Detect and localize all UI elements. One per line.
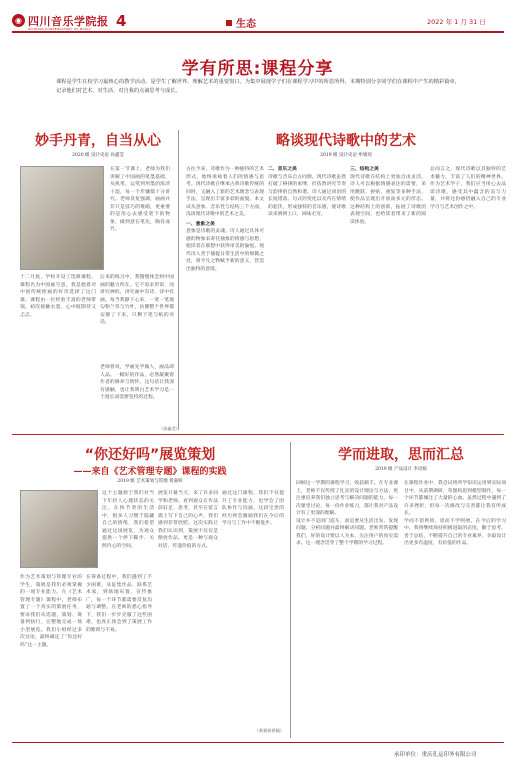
article2-s3-text: 现代诗歌在结构上更加自由灵活，诗人可以根据情感表达的需要，采用跳跃、拼贴、重复等多种手法，使作品呈现出开放而多元的形态。这种结构上的创新，拓展了诗歌的表现空间，也给读者带来了新的阅读体验。 bbox=[350, 174, 426, 225]
article3-p1a: 这个主题源于我们对当下年轻人心理状态的关注。在快节奏的生活中，很多人习惯于隐藏自己的情绪，我们希望通过这场展览，为观众提供一个停下脚步、关照内心的空间。 bbox=[102, 491, 154, 549]
article4-title: 学而进取，思而汇总 bbox=[338, 447, 464, 463]
article2-s2-text: 诗歌与音乐自古同源。现代诗歌虽然打破了格律的束缚，但依然讲究节奏与韵律的自然和谐。诗人通过词语的长短错落、句式的变化以及内在情绪的起伏，形成独特的音乐感，使诗歌读来朗朗上口，回味无穷。 bbox=[268, 174, 346, 217]
article4-col2 bbox=[404, 480, 506, 736]
article2-s0-text: 古往今来，诗歌作为一种独特的艺术形式，始终承载着人们的情感与思考。现代诗歌在继承古典诗歌传统的同时，又融入了新的艺术理念与表现手法，呈现出丰富多彩的面貌。本文试从意象、音乐性与结构三个方面，浅谈现代诗歌中的艺术之美。 bbox=[186, 167, 264, 217]
article2-byline: 2019 级 设计史论 牟婧瑶 bbox=[320, 153, 372, 158]
article1-photo bbox=[20, 166, 104, 270]
masthead bbox=[0, 0, 515, 30]
article2-s2-heading: 二、音乐之美 bbox=[268, 166, 297, 172]
column-divider-2 bbox=[290, 442, 291, 738]
school-emblem-icon: ◉ bbox=[12, 14, 25, 27]
article3-title: “你还好吗”展览策划 bbox=[84, 447, 216, 463]
article3-p5: 通过这门课程，我们不仅提升了专业能力，也学会了团队协作与沟通。这段宝贵的经历将会激励我们在今后的学习与工作中不断进步。 bbox=[222, 491, 284, 526]
article1-byline: 2020 级 设计史论 孙鑫莹 bbox=[72, 153, 124, 158]
article3-author-tag: （黄嘉妍供稿） bbox=[254, 728, 284, 733]
article2-col4 bbox=[430, 166, 506, 430]
article2-s4-text: 总而言之，现代诗歌以其独特的艺术魅力，丰富了人们的精神世界。作为艺术学子，我们应当用心去品读诗歌，感受其中蕴含的美与力量，并将这份感悟融入自己的专业学习与艺术创作之中。 bbox=[430, 167, 506, 210]
article4-p2: 设计并不是闭门造车，而是要从生活出发，发现问题、分析问题并最终解决问题。老师常常提醒我们，好的设计要以人为本，关注用户的真实需求。这一理念贯穿了整个学期的学习过程。 bbox=[296, 518, 398, 546]
section-divider bbox=[12, 434, 504, 435]
article3-p1: 作为艺术策划与管理专业的学生，策展是我们必须掌握的一项专业能力。在《艺术管理专题》课程中，老师布置了一个真实的策展任务，要求我们从选题、策划、筹备到执行，完整地完成一场小型展览。我们小组经过多次讨论，最终确定了“你还好吗”这一主题。 bbox=[20, 575, 82, 648]
article2-col3 bbox=[350, 166, 426, 430]
article4-col1 bbox=[296, 480, 398, 736]
article4-p3: 在课程作业中，我尝试将所学知识运用到实际项目中，从前期调研、草图构思到模型制作，每一个环节都倾注了大量的心血。虽然过程中遇到了许多挫折，但每一次修改与完善都让我有所成长。 bbox=[404, 481, 506, 516]
header-divider bbox=[12, 31, 504, 33]
page-number: 4 bbox=[116, 12, 127, 30]
printer-info: 承印单位：重庆孔运印务有限公司 bbox=[394, 752, 477, 758]
article3-photo bbox=[20, 490, 98, 568]
article3-p4: 展览开幕当天，来了许多同学和老师。看到观众在作品前驻足、思考，甚至在留言墙上写下自己的心声，我们感到非常欣慰。这次实践让我们认识到，策展不仅仅是摆放作品，更是一种与观众对话、传递价值的方式。 bbox=[158, 491, 218, 549]
article3-byline: 2019 级 艺术策划与管理 黄嘉妍 bbox=[117, 479, 183, 484]
newspaper-name: 四川音乐学院报 bbox=[28, 14, 109, 28]
article2-col1 bbox=[186, 166, 264, 430]
article2-s1-text: 意象是诗歌的灵魂。诗人通过具体可感的物象来寄托抽象的情感与思想，使读者在联想中获得审美的愉悦。现代诗人善于捕捉日常生活中的细微之处，将平凡之物赋予新的意义，营造出独特的意境。 bbox=[186, 229, 264, 272]
article2-col2 bbox=[268, 166, 346, 430]
article2-s3-heading: 三、结构之美 bbox=[350, 166, 379, 172]
article3-p3: 在筹备过程中，我们遇到了不少困难。从征集作品、联系艺术家，到场地布置、宣传推广，每一个环节都需要反复沟通与调整。在老师的悉心指导下，我们一步步克服了这些困难，也真正体会到了策展工作的繁琐与不易。 bbox=[86, 575, 152, 633]
article4-p4: 学而不思则罔，思而不学则殆。在今后的学习中，我将继续保持积极进取的态度，勤于思考、善于总结，不断提升自己的专业素养，争取设计出更多有温度、有价值的作品。 bbox=[404, 518, 506, 546]
article4-p1: 回顾这一学期的课程学习，收获颇丰。在专业课上，老师不仅传授了扎实的设计理论与方法，更注重培养我们独立思考与解决问题的能力。每一次课堂讨论、每一份作业练习，都让我对产品设计有了更深的理解。 bbox=[296, 481, 398, 516]
article1-author-tag: （孙鑫莹） bbox=[159, 426, 180, 431]
article2-title: 略谈现代诗歌中的艺术 bbox=[276, 133, 416, 149]
column-divider bbox=[178, 130, 179, 430]
footer-divider bbox=[12, 742, 504, 743]
page-intro: 课程是学生在校学习最核心的教学活动，是学生了解世界、理解艺术的重要窗口。为集中展现学子们在课程学习中的所思所得，本期特别分享同学们在课程中产生的精彩篇章，记录他们对艺术、对生活、对自我的点滴思考与成长。 bbox=[56, 79, 460, 94]
article4-byline: 2019 级 产品设计 李语嫣 bbox=[375, 467, 427, 472]
article3-subtitle: ——来自《艺术管理专题》课程的实践 bbox=[73, 467, 227, 477]
section-square-icon bbox=[226, 20, 232, 26]
article2-s1-heading: 一、意象之美 bbox=[186, 220, 215, 227]
article1-col2-p3: 后来的练习中，我慢慢体会到中国画的魅力所在。它不追求形似，而讲究神似，讲究画中有诗、诗中有画。每当我静下心来，一笔一笔地勾勒兰草与竹叶，仿佛整个世界都安静了下来，只剩下笔与纸的对话。 bbox=[100, 275, 174, 325]
section-label bbox=[226, 15, 256, 30]
issue-date: 2022 年 1 月 31 日 bbox=[427, 18, 486, 26]
article1-title: 妙手丹青，自当从心 bbox=[35, 133, 161, 149]
section-name: 生态 bbox=[236, 19, 256, 30]
page-title: 学有所思:课程分享 bbox=[181, 59, 334, 79]
article1-col1-p1: 在第一节课上，老师为我们讲解了中国画的笔墨基础，从执笔、运笔到用墨的浓淡干湿，每一个步骤都十分讲究。老师反复强调，画画并非只是技巧的堆砌，更重要的是用心去感受笔下的物象，做到意在笔先，胸有成竹。 bbox=[110, 167, 170, 232]
newspaper-logo bbox=[12, 14, 109, 27]
article1-col1-p2: 十二月底，学校开设了选修课程，课程名为中国画写意，我是抱着对中国传统绘画的好奇选择了这门课。课程由一位经验丰富的老师带领，初次接触水墨，心中既期待又忐忑。 bbox=[20, 275, 96, 318]
article1-col2-p4: 老师曾说，学画先学做人，画品即人品。一幅好的作品，必然凝聚着作者的修养与情怀。这句话让我深有感触，也让我明白艺术学习是一个漫长而需要坚持的过程。 bbox=[100, 365, 174, 400]
newspaper-subtitle: SICHUAN CONSERVATORY OF MUSIC bbox=[28, 27, 91, 31]
